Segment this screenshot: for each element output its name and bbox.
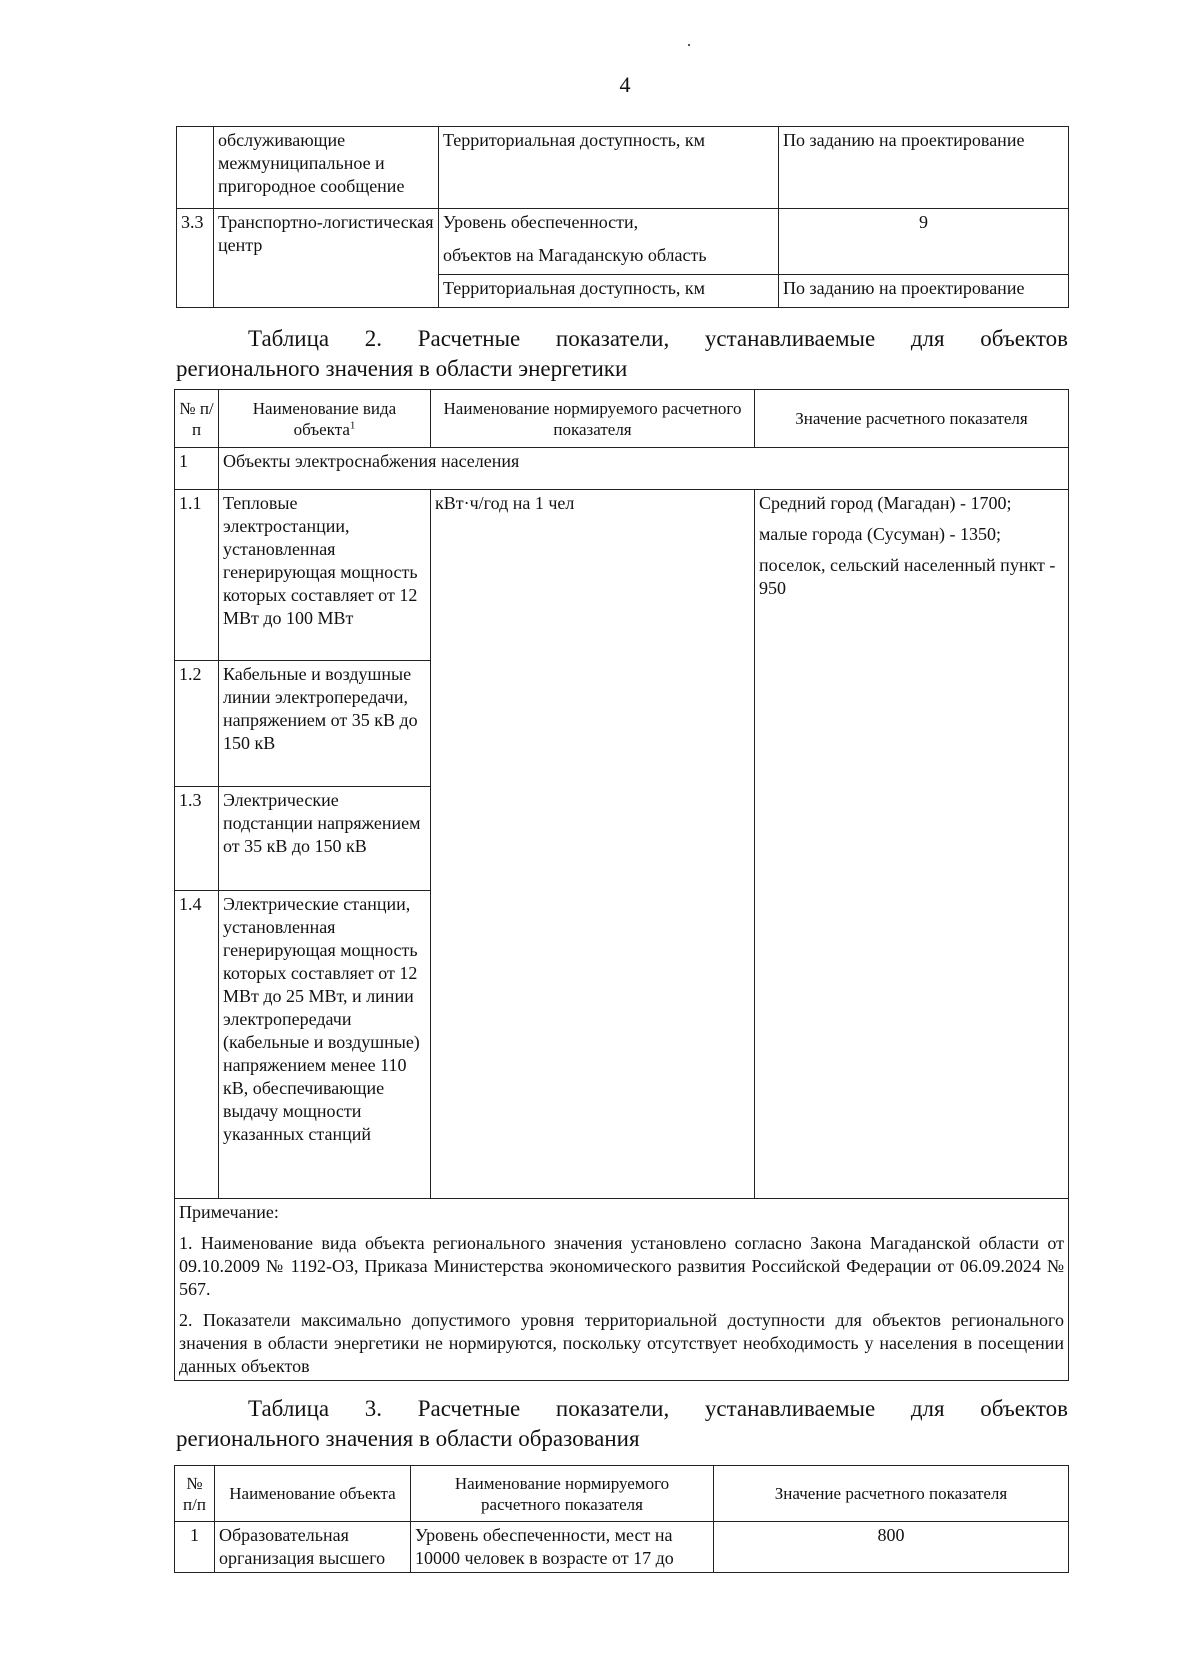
value-line: Средний город (Магадан) - 1700;	[759, 493, 1012, 513]
header-num: № п/п	[175, 390, 219, 448]
caption-word: устанавливаемые	[704, 1396, 876, 1421]
table-row	[175, 1522, 1069, 1573]
note-item: 2. Показатели максимально допустимого уровня территориальной доступности для объектов регионального значения в области энергетики не нормируются, поскольку отсутствует необходимость у населения в посещении данных объектов	[179, 1310, 1064, 1376]
object-name: Кабельные и воздушные линии электропередачи, напряжением от 35 кВ до 150 кВ	[219, 661, 431, 787]
row-num: 1.4	[175, 891, 219, 1199]
table-header-row	[175, 1466, 1069, 1522]
caption-line: регионального значения в области энергетики	[176, 356, 628, 381]
header-name-text: Наименование вида объекта	[252, 398, 397, 439]
group-label: Объекты электроснабжения населения	[219, 448, 1069, 490]
indicator-value: По заданию на проектирование	[779, 275, 1069, 308]
row-num: 1.1	[175, 490, 219, 661]
header-value: Значение расчетного показателя	[755, 390, 1069, 448]
indicator-name: Уровень обеспеченности, мест на 10000 человек в возрасте от 17 до	[411, 1522, 714, 1573]
object-name: Образовательная организация высшего	[215, 1522, 411, 1573]
row-num	[177, 127, 214, 209]
table-row	[177, 127, 1069, 209]
table2-caption	[176, 324, 1068, 384]
indicator-name	[439, 209, 779, 275]
header-value: Значение расчетного показателя	[714, 1466, 1069, 1522]
table-row	[177, 209, 1069, 275]
row-num: 1.2	[175, 661, 219, 787]
note-title: Примечание:	[179, 1202, 279, 1222]
caption-word: Расчетные	[417, 326, 521, 351]
note-cell	[175, 1199, 1069, 1381]
row-num: 1	[175, 448, 219, 490]
caption-word: 3.	[364, 1396, 383, 1421]
transport-table-continuation	[176, 126, 1069, 308]
caption-word: для	[910, 1396, 945, 1421]
caption-line	[176, 324, 1068, 354]
value-line: малые города (Сусуман) - 1350;	[759, 524, 1001, 544]
caption-word: показатели,	[555, 1396, 670, 1421]
caption-word: для	[910, 326, 945, 351]
caption-word: показатели,	[555, 326, 670, 351]
indicator-name: Территориальная доступность, км	[439, 275, 779, 308]
caption-line	[176, 1394, 1068, 1424]
indicator-value: 800	[714, 1522, 1069, 1573]
indicator-name: Территориальная доступность, км	[439, 127, 779, 209]
object-name: Транспортно-логистическая центр	[214, 209, 439, 308]
scan-speck	[688, 44, 690, 46]
table3-caption	[176, 1394, 1068, 1454]
note-item: 1. Наименование вида объекта регионального значения установлено согласно Закона Магаданской области от 09.10.2009 № 1192-ОЗ, Приказа Министерства экономического развития Российской Федерации от 06.09.2024 № 567.	[179, 1233, 1064, 1299]
caption-word: объектов	[980, 326, 1068, 351]
table-header-row	[175, 390, 1069, 448]
header-num: № п/п	[175, 1466, 215, 1522]
row-num: 3.3	[177, 209, 214, 308]
indicator-value: По заданию на проектирование	[779, 127, 1069, 209]
table-row	[175, 490, 1069, 661]
caption-line: регионального значения в области образования	[176, 1426, 640, 1451]
object-name: обслуживающие межмуниципальное и пригородное сообщение	[214, 127, 439, 209]
indicator-name: кВт·ч/год на 1 чел	[431, 490, 755, 1199]
header-indicator: Наименование нормируемого расчетного показателя	[411, 1466, 714, 1522]
caption-word: объектов	[980, 1396, 1068, 1421]
header-name: Наименование объекта	[215, 1466, 411, 1522]
caption-word: Таблица	[248, 1396, 330, 1421]
row-num: 1	[175, 1522, 215, 1573]
indicator-line: объектов на Магаданскую область	[443, 245, 707, 265]
caption-word: 2.	[364, 326, 383, 351]
row-num: 1.3	[175, 787, 219, 891]
energy-table	[174, 389, 1069, 1381]
indicator-line: Уровень обеспеченности,	[443, 212, 639, 232]
indicator-values	[755, 490, 1069, 1199]
header-indicator: Наименование нормируемого расчетного показателя	[431, 390, 755, 448]
object-name: Электрические станции, установленная генерирующая мощность которых составляет от 12 МВт до 25 МВт, и линии электропередачи (кабельные и воздушные) напряжением менее 110 кВ, обеспечивающие выдачу мощности указанных станций	[219, 891, 431, 1199]
value-line: поселок, сельский населенный пункт - 950	[759, 555, 1056, 598]
education-table	[174, 1465, 1069, 1573]
caption-word: Расчетные	[417, 1396, 521, 1421]
caption-word: устанавливаемые	[704, 326, 876, 351]
header-name	[219, 390, 431, 448]
object-name: Тепловые электростанции, установленная генерирующая мощность которых составляет от 12 МВт до 100 МВт	[219, 490, 431, 661]
indicator-value: 9	[779, 209, 1069, 275]
caption-word: Таблица	[248, 326, 330, 351]
page-number: 4	[619, 72, 631, 97]
object-name: Электрические подстанции напряжением от 35 кВ до 150 кВ	[219, 787, 431, 891]
footnote-mark: 1	[349, 418, 356, 431]
group-row	[175, 448, 1069, 490]
note-row	[175, 1199, 1069, 1381]
